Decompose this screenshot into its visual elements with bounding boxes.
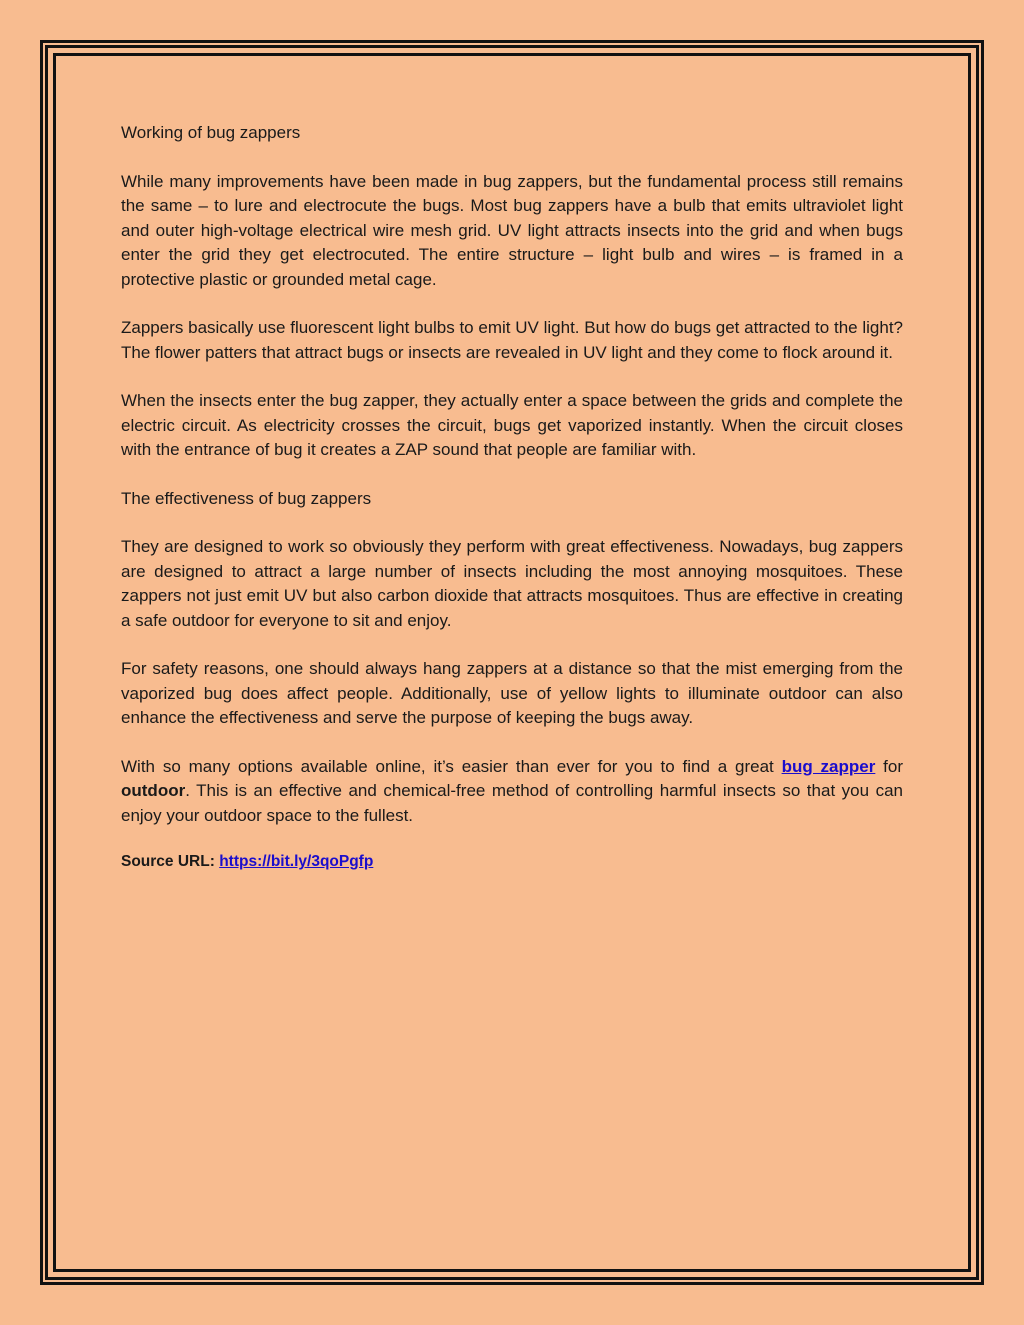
paragraph-options-text-3: . This is an effective and chemical-free method of controlling harmful insects so that you can enjoy your outdoor space to the fullest. [121, 781, 903, 825]
paragraph-safety: For safety reasons, one should always hang zappers at a distance so that the mist emerging from the vaporized bug does affect people. Additionally, use of yellow lights to illuminate outdoor can also enhance the effectiveness and serve the purpose of keeping the bugs away. [121, 659, 903, 727]
outdoor-bold-text: outdoor [121, 781, 186, 800]
section-heading-effectiveness: The effectiveness of bug zappers [121, 488, 372, 508]
paragraph-uv-light: Zappers basically use fluorescent light bulbs to emit UV light. But how do bugs get attracted to the light? The flower patters that attract bugs or insects are revealed in UV light and they come to flock around it. [121, 318, 903, 362]
source-url-line [121, 850, 903, 875]
paragraph-options-text-1: With so many options available online, it’s easier than ever for you to find a great [121, 756, 782, 776]
source-url-label: Source URL: [121, 853, 220, 870]
paragraph-options-text-2: for [875, 756, 903, 776]
source-url-link[interactable]: https://bit.ly/3qoPgfp [219, 853, 374, 870]
paragraph-process: While many improvements have been made in bug zappers, but the fundamental process still remains the same – to lure and electrocute the bugs. Most bug zappers have a bulb that emits ultraviolet light and outer high-voltage electrical wire mesh grid. UV light attracts insects into the grid and when bugs enter the grid they get electrocuted. The entire structure – light bulb and wires – is framed in a protective plastic or grounded metal cage. [121, 171, 903, 289]
bug-zapper-link[interactable]: bug zapper [781, 756, 876, 776]
paragraph-circuit: When the insects enter the bug zapper, they actually enter a space between the grids and complete the electric circuit. As electricity crosses the circuit, bugs get vaporized instantly. When the circuit closes with the entrance of bug it creates a ZAP sound that people are familiar with. [121, 391, 903, 459]
document-body [121, 121, 903, 875]
section-heading-working: Working of bug zappers [121, 123, 301, 142]
paragraph-design: They are designed to work so obviously they perform with great effectiveness. Nowadays, bug zappers are designed to attract a large number of insects including the most annoying mosquitoes. These zappers not just emit UV but also carbon dioxide that attracts mosquitoes. Thus are effective in creating a safe outdoor for everyone to sit and enjoy. [121, 537, 903, 630]
paragraph-options [121, 755, 903, 829]
